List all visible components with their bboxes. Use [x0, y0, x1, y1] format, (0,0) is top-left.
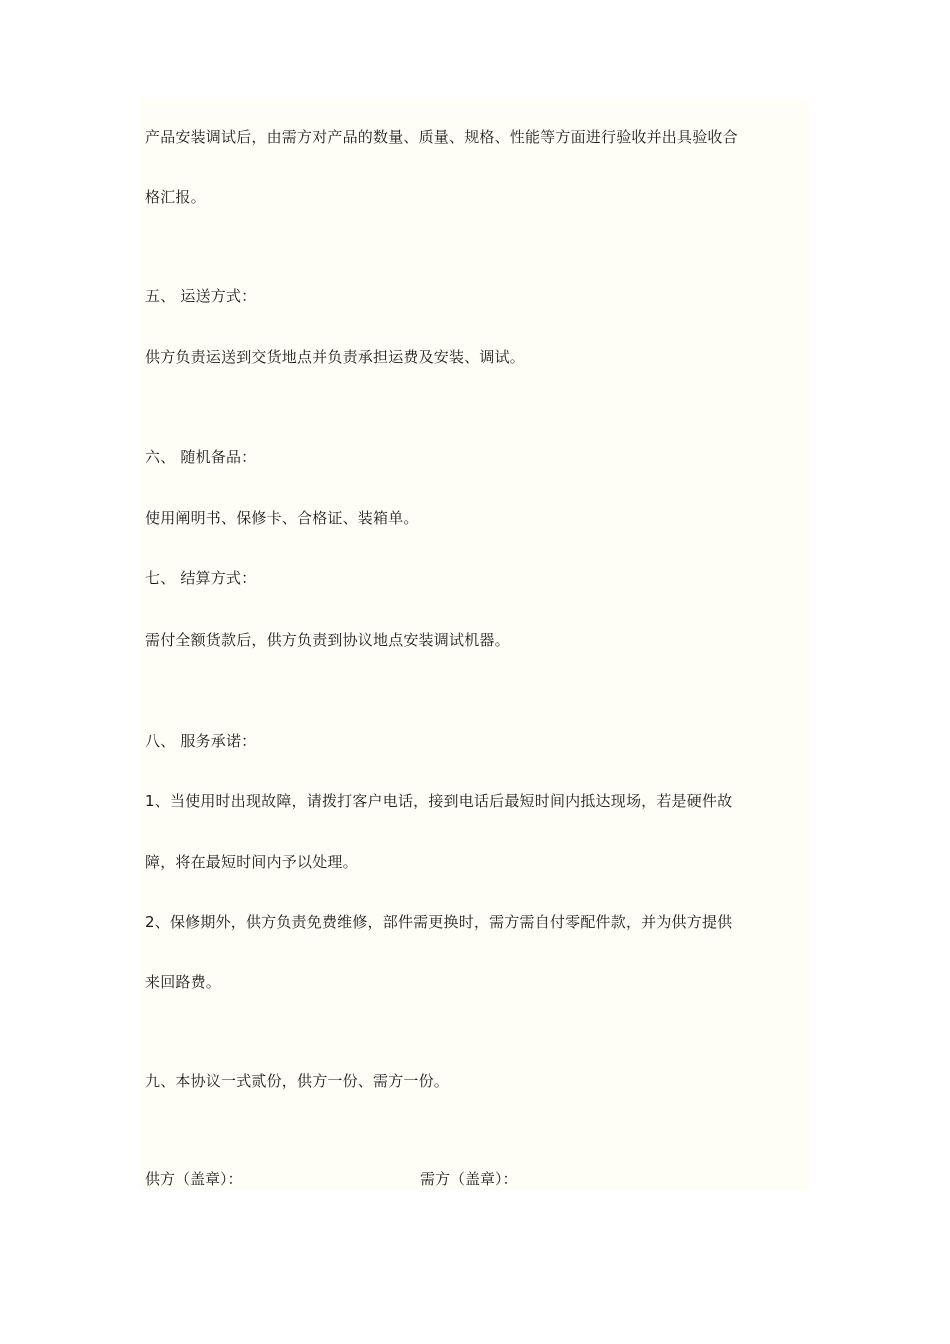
paragraph-line: 使用阐明书、保修卡、合格证、装箱单。 — [145, 509, 419, 527]
section-heading-transport: 五、 运送方式： — [145, 287, 257, 305]
paragraph-line: 产品安装调试后，由需方对产品的数量、质量、规格、性能等方面进行验收并出具验收合 — [145, 128, 738, 146]
buyer-signature-label: 需方（盖章）： — [420, 1170, 518, 1188]
paragraph-line: 供方负责运送到交货地点并负责承担运费及安装、调试。 — [145, 348, 526, 366]
paragraph-line: 需付全额货款后，供方负责到协议地点安装调试机器。 — [145, 631, 510, 649]
section-heading-copies: 九、本协议一式贰份，供方一份、需方一份。 — [145, 1072, 450, 1090]
section-heading-service: 八、 服务承诺： — [145, 732, 257, 750]
supplier-signature-label: 供方（盖章）： — [145, 1170, 243, 1188]
paragraph-line: 1、当使用时出现故障，请拨打客户电话，接到电话后最短时间内抵达现场，若是硬件故 — [145, 792, 733, 810]
paragraph-line: 2、保修期外，供方负责免费维修，部件需更换时，需方需自付零配件款，并为供方提供 — [145, 913, 733, 931]
paragraph-line: 格汇报。 — [145, 188, 206, 206]
section-heading-settlement: 七、 结算方式： — [145, 569, 257, 587]
section-heading-accessories: 六、 随机备品： — [145, 448, 257, 466]
paragraph-line: 障，将在最短时间内予以处理。 — [145, 853, 358, 871]
paragraph-line: 来回路费。 — [145, 973, 222, 991]
